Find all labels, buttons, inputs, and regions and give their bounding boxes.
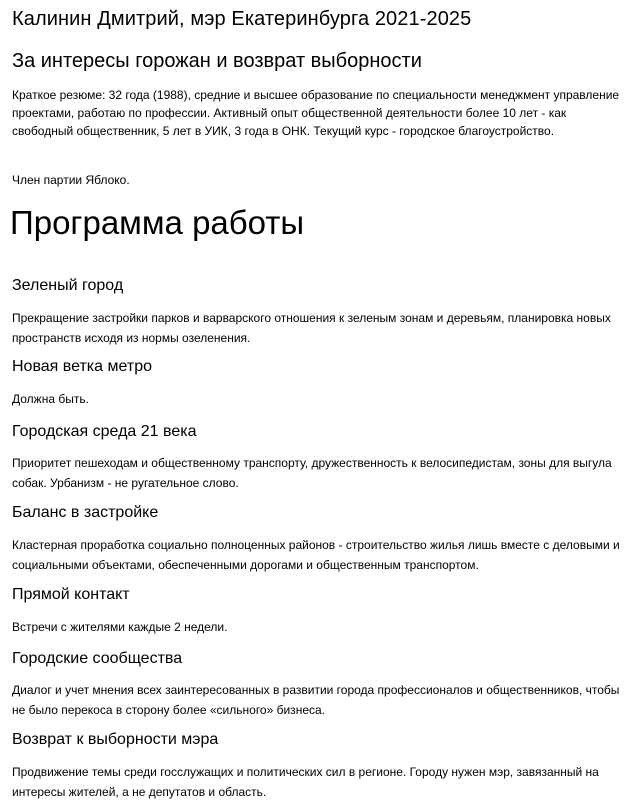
section-text-mayor-elections: Продвижение темы среди госслужащих и политических сил в регионе. Городу нужен мэр, завязанный на интересы жителей, а не депутатов и область. [12, 765, 599, 799]
resume-paragraph: Краткое резюме: 32 года (1988), средние и высшее образование по специальности менеджмент управление проектами, работаю по профессии. Активный опыт общественной деятельности более 10 лет - как свободный общественник, 5 лет в УИК, 3 года в ОНК. Текущий курс - городское благоустройство. [12, 88, 620, 138]
document-subtitle: За интересы горожан и возврат выборности [12, 50, 422, 72]
section-text-urban-environment: Приоритет пешеходам и общественному транспорту, дружественность к велосипедистам, зоны для выгула собак. Урбанизм - не ругательное слово. [12, 456, 612, 490]
section-heading-direct-contact: Прямой контакт [12, 586, 130, 603]
party-membership: Член партии Яблоко. [12, 173, 130, 187]
section-heading-metro: Новая ветка метро [12, 358, 152, 375]
document-title: Калинин Дмитрий, мэр Екатеринбурга 2021-2025 [12, 8, 472, 30]
section-text-construction-balance: Кластерная проработка социально полноценных районов - строительство жилья лишь вместе с деловыми и социальными объектами, обеспеченными дорогами и общественным транспортом. [12, 538, 620, 572]
section-text-direct-contact: Встречи с жителями каждые 2 недели. [12, 620, 228, 634]
section-text-green-city: Прекращение застройки парков и варварского отношения к зеленым зонам и деревьям, планировка новых пространств исходя из нормы озеленения. [12, 311, 611, 345]
section-text-city-communities: Диалог и учет мнения всех заинтересованных в развитии города профессионалов и общественников, чтобы не было перекоса в сторону более «сильного» бизнеса. [12, 683, 620, 717]
section-heading-urban-environment: Городская среда 21 века [12, 423, 197, 440]
section-heading-construction-balance: Баланс в застройке [12, 504, 159, 521]
program-heading: Программа работы [10, 204, 305, 241]
section-text-metro: Должна быть. [12, 392, 89, 406]
section-heading-city-communities: Городские сообщества [12, 650, 183, 667]
section-heading-mayor-elections: Возврат к выборности мэра [12, 731, 219, 748]
section-heading-green-city: Зеленый город [12, 277, 124, 294]
